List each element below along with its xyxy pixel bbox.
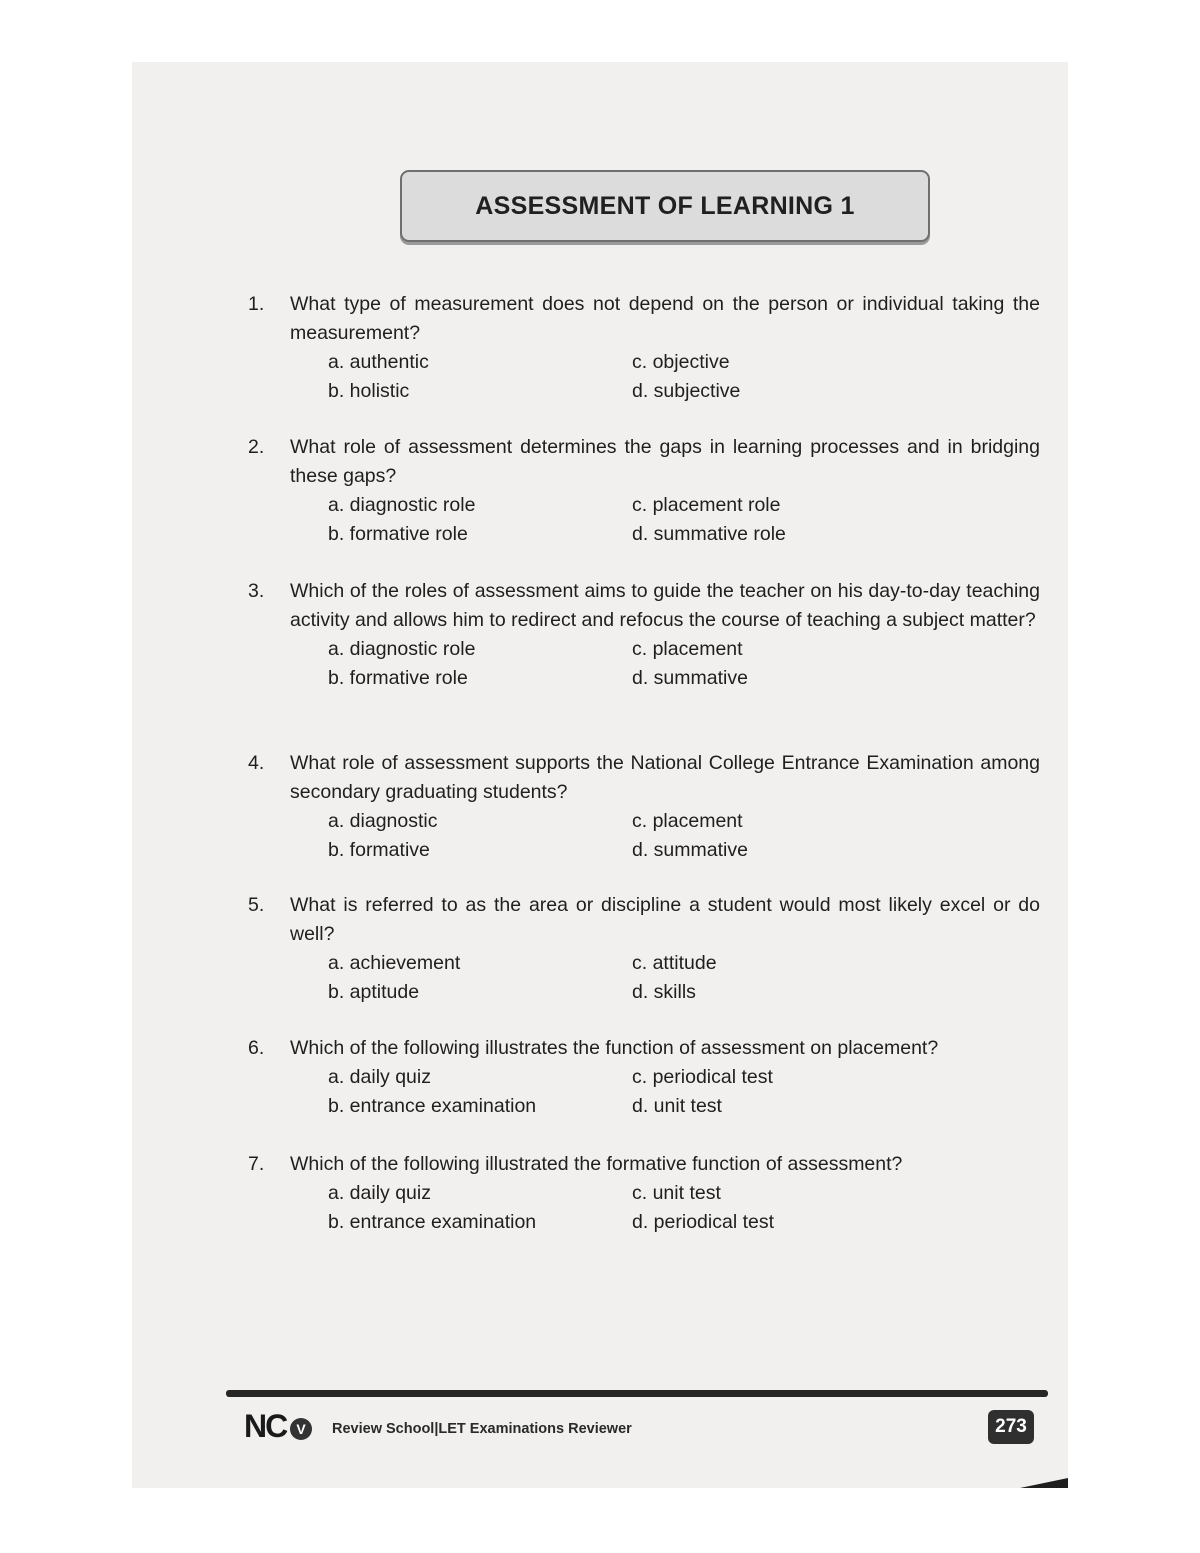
choice-d: d. unit test <box>632 1095 722 1117</box>
question-number: 2. <box>248 436 265 458</box>
question-text: What is referred to as the area or discipline a student would most likely excel or do well? <box>290 894 1040 945</box>
question-7 <box>248 1150 1040 1237</box>
choice-a: a. diagnostic role <box>328 494 476 516</box>
choice-c: c. placement <box>632 810 743 832</box>
question-text: Which of the following illustrates the function of assessment on placement? <box>290 1037 939 1059</box>
question-text: What role of assessment supports the National College Entrance Examination among secondary graduating students? <box>290 752 1040 803</box>
choice-d: d. summative <box>632 839 748 861</box>
choice-a: a. diagnostic <box>328 810 438 832</box>
choice-list <box>328 635 1040 693</box>
choice-b: b. entrance examination <box>328 1211 537 1233</box>
choice-d: d. skills <box>632 981 696 1003</box>
choice-d: d. summative role <box>632 523 786 545</box>
choice-b: b. holistic <box>328 380 410 402</box>
question-number: 4. <box>248 752 265 774</box>
choice-a: a. daily quiz <box>328 1182 431 1204</box>
question-number: 7. <box>248 1153 265 1175</box>
question-number: 6. <box>248 1037 265 1059</box>
choice-b: b. formative role <box>328 667 468 689</box>
question-5 <box>248 891 1040 1007</box>
question-text: What type of measurement does not depend on the person or individual taking the measurement? <box>290 293 1040 344</box>
choice-a: a. daily quiz <box>328 1066 431 1088</box>
question-3 <box>248 577 1040 693</box>
choice-b: b. aptitude <box>328 981 420 1003</box>
question-number: 3. <box>248 580 265 602</box>
question-2 <box>248 433 1040 549</box>
logo-text: NC <box>244 1408 287 1444</box>
choice-a: a. diagnostic role <box>328 638 476 660</box>
choice-list <box>328 807 1040 865</box>
choice-b: b. formative role <box>328 523 468 545</box>
footer-text: Review School|LET Examinations Reviewer <box>332 1421 632 1437</box>
choice-list <box>328 1179 1040 1237</box>
choice-b: b. formative <box>328 839 430 861</box>
choice-list <box>328 949 1040 1007</box>
choice-c: c. periodical test <box>632 1066 773 1088</box>
logo-badge: V <box>290 1418 312 1440</box>
footer-divider <box>226 1390 1048 1397</box>
choice-list <box>328 1063 1040 1121</box>
choice-a: a. authentic <box>328 351 429 373</box>
choice-a: a. achievement <box>328 952 461 974</box>
ncv-logo <box>244 1408 324 1448</box>
choice-list <box>328 491 1040 549</box>
question-text: Which of the following illustrated the formative function of assessment? <box>290 1153 903 1175</box>
choice-list <box>328 348 1040 406</box>
choice-c: c. objective <box>632 351 730 373</box>
question-1 <box>248 290 1040 406</box>
choice-c: c. placement role <box>632 494 781 516</box>
title-box <box>400 170 930 242</box>
choice-d: d. summative <box>632 667 748 689</box>
choice-b: b. entrance examination <box>328 1095 537 1117</box>
question-text: Which of the roles of assessment aims to guide the teacher on his day-to-day teaching activity and allows him to redirect and refocus the course of teaching a subject matter? <box>290 580 1040 631</box>
choice-d: d. periodical test <box>632 1211 774 1233</box>
question-number: 1. <box>248 293 265 315</box>
question-text: What role of assessment determines the gaps in learning processes and in bridging these gaps? <box>290 436 1040 487</box>
question-number: 5. <box>248 894 265 916</box>
page-number: 273 <box>988 1410 1034 1444</box>
choice-d: d. subjective <box>632 380 741 402</box>
choice-c: c. unit test <box>632 1182 721 1204</box>
choice-c: c. attitude <box>632 952 717 974</box>
page-title: ASSESSMENT OF LEARNING 1 <box>475 191 855 220</box>
choice-c: c. placement <box>632 638 743 660</box>
question-4 <box>248 749 1040 865</box>
question-6 <box>248 1034 1040 1121</box>
